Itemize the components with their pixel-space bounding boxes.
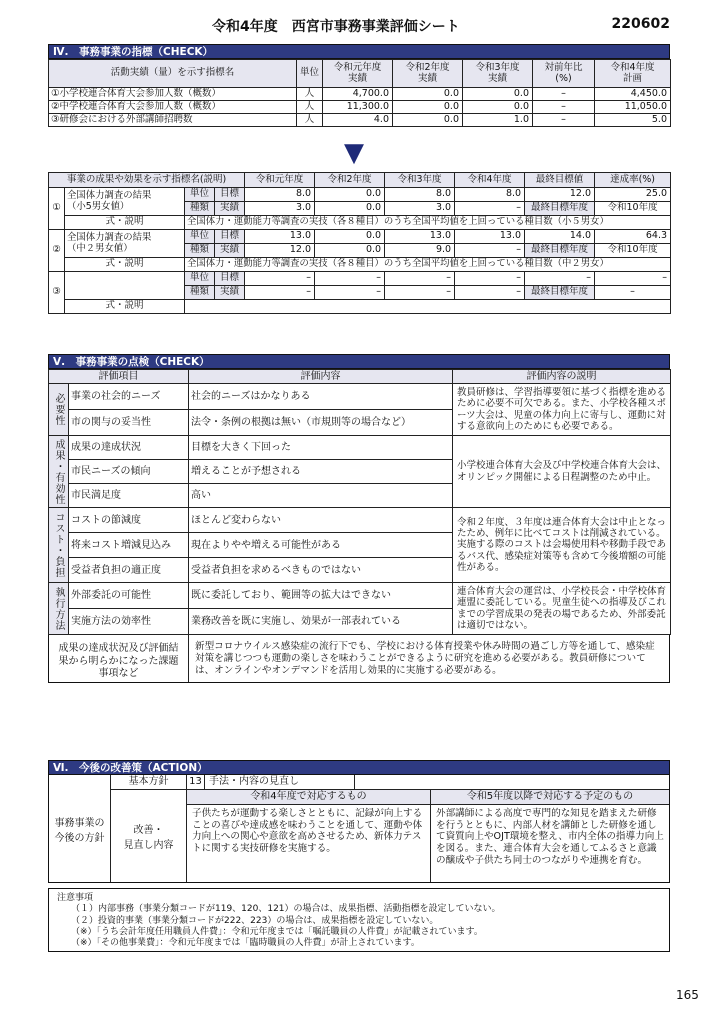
sheet-code: 220602 (611, 16, 670, 32)
row-number: ② (51, 100, 60, 112)
col-header: 評価項目 (49, 370, 189, 384)
actual-value: 9.0 (385, 244, 455, 258)
section-5-header: Ⅴ. 事務事業の点検（CHECK） (48, 354, 670, 369)
note-line: （※）「うち会計年度任用職員人件費」：令和元年度までは「嘱託職員の人件費」が記載されています。 (71, 926, 483, 937)
col-header: 令和2年度 実績 (393, 60, 463, 88)
check-item-label: 市民満足度 (69, 484, 189, 508)
row-name: 研修会における外部講師招聘数 (59, 113, 193, 125)
row-name: 中学校連合体育大会参加人数（概数） (59, 100, 222, 112)
outcome-formula-row (49, 300, 671, 314)
indicator-name (49, 101, 297, 114)
value: 1.0 (463, 114, 533, 127)
section-6-header: Ⅵ. 今後の改善策（ACTION） (48, 760, 670, 775)
target-value: 8.0 (245, 188, 315, 202)
note-line: （２）投資的事業（事業分類コードが222、223）の場合は、成果指標を設定していない。 (71, 915, 439, 926)
ratio: – (533, 114, 595, 127)
next-year-col (431, 790, 669, 882)
col-header: 令和3年度 実績 (463, 60, 533, 88)
target-value: 8.0 (385, 188, 455, 202)
down-arrow-icon: ▼ (344, 138, 364, 168)
check-item-value: 増えることが予想される (189, 460, 453, 484)
improvement-row (111, 790, 669, 882)
check-item-label: 成果の達成状況 (69, 436, 189, 460)
col-header: 令和元年度 実績 (323, 60, 393, 88)
formula-label: 式・説明 (65, 216, 185, 230)
table-header-row (49, 370, 671, 384)
target-value: – (245, 272, 315, 286)
kind-label: 種類 (185, 202, 215, 216)
section-4 (48, 44, 670, 127)
col-header: 令和2年度 (315, 173, 385, 188)
check-item-value: ほとんど変わらない (189, 508, 453, 533)
actual-value: 3.0 (245, 202, 315, 216)
col-header: 活動実績（量）を示す指標名 (49, 60, 297, 88)
check-item-value: 受益者負担を求めるべきものではない (189, 558, 453, 583)
formula-text (185, 300, 671, 314)
issue-text: 新型コロナウイルス感染症の流行下でも、学校における体育授業や休み時間の過ごし方等を通して、感染症対策を講じつつも運動の楽しさを味わうことができるように研究を進める必要がある。教員研修については、オンラインやオンデマンドを活用し効果的に実施する必要がある。 (195, 641, 655, 676)
col-header: 令和3年度 (385, 173, 455, 188)
check-item-value: 既に委託しており、範囲等の拡大はできない (189, 583, 453, 609)
outcome-formula-row (49, 258, 671, 272)
issue-label: 成果の達成状況及び評価結果から明らかになった課題事項など (49, 635, 189, 682)
action-box (48, 775, 670, 883)
table-row (49, 114, 671, 127)
plan: 11,050.0 (595, 101, 671, 114)
row-number: ③ (51, 113, 60, 125)
actual-label: 実績 (215, 202, 245, 216)
note-line: （※）「その他事業費」：令和元年度までは「臨時職員の人件費」が計上されています。 (71, 938, 420, 948)
plan: 5.0 (595, 114, 671, 127)
check-row (49, 583, 671, 609)
check-explanation: 連合体育大会の運営は、小学校長会・中学校体育連盟に委託している。児童生徒への指導及びこれまでの学習成果の発表の場であるため、外部委託は適切ではない。 (453, 583, 671, 635)
check-item-label: 外部委託の可能性 (69, 583, 189, 609)
next-year-header: 令和5年度以降で対応する予定のもの (431, 790, 669, 805)
outcome-target-row (49, 272, 671, 286)
actual-value: 3.0 (385, 202, 455, 216)
check-group-label: 成果・有効性 (49, 436, 69, 508)
policy-row (111, 775, 669, 790)
value: 4,700.0 (323, 88, 393, 101)
outcome-indicator-section (48, 172, 670, 314)
target-value: 13.0 (455, 230, 525, 244)
final-year: 令和10年度 (595, 244, 671, 258)
actual-value: 12.0 (245, 244, 315, 258)
current-year-header: 令和4年度で対応するもの (187, 790, 430, 805)
col-header: 対前年比 (%) (533, 60, 595, 88)
formula-label: 式・説明 (65, 300, 185, 314)
target-value: 0.0 (315, 188, 385, 202)
final-year-label: 最終目標年度 (525, 286, 595, 300)
check-item-label: 市民ニーズの傾向 (69, 460, 189, 484)
note-line: （１）内部事務（事業分類コードが119、120、121）の場合は、成果指標、活動指標を設定していない。 (71, 904, 501, 915)
final-year: 令和10年度 (595, 202, 671, 216)
value: 0.0 (393, 101, 463, 114)
target-value: 12.0 (525, 188, 595, 202)
check-explanation: 令和２年度、３年度は連合体育大会は中止となったため、例年に比べてコストは削減されている。実施する際のコストは会場使用料や移動手段であるバス代、感染症対策等も含めて今後増額の可能性がある。 (453, 508, 671, 583)
ratio: – (533, 101, 595, 114)
formula-text: 全国体力・運動能力等調査の実技（各８種目）のうち全国平均値を上回っている種目数（小５男女） (185, 216, 671, 230)
unit: 人 (297, 101, 323, 114)
section-4-header: Ⅳ. 事務事業の指標（CHECK） (48, 44, 670, 59)
check-group-label: コスト・負担 (49, 508, 69, 583)
actual-value: 0.0 (315, 202, 385, 216)
activity-indicator-table (48, 59, 671, 127)
check-item-value: 高い (189, 484, 453, 508)
improvement-label: 改善・ 見直し内容 (111, 790, 187, 882)
policy-text: 手法・内容の見直し (205, 775, 355, 789)
table-header-row (49, 173, 671, 188)
actual-value: – (315, 286, 385, 300)
current-year-text: 子供たちが運動する楽しさとともに、記録が向上することの喜びや達成感を味わうことを通して、運動や体力向上への関心や意欲を高めさせるため、新体力テストに関する実技研修を実施する。 (192, 808, 423, 855)
value: 0.0 (393, 114, 463, 127)
indicator-name: 全国体力調査の結果 （中２男女値） (65, 230, 185, 258)
check-item-value: 法令・条例の根拠は無い（市規則等の場合など） (189, 410, 453, 436)
col-header: 達成率(%) (595, 173, 671, 188)
check-item-value: 社会的ニーズはかなりある (189, 384, 453, 410)
policy-label: 基本方針 (111, 775, 187, 789)
target-value: – (455, 272, 525, 286)
unit: 人 (297, 88, 323, 101)
col-header: 令和4年度 計画 (595, 60, 671, 88)
check-table (48, 369, 671, 635)
check-explanation: 教員研修は、学習指導要領に基づく指標を進めるために必要不可欠である。また、小学校各種スポーツ大会は、児童の体力向上に寄与し、運動に対する意欲向上のためにも必要である。 (453, 384, 671, 436)
section-5 (48, 354, 670, 683)
actual-label: 実績 (215, 286, 245, 300)
indicator-name (49, 114, 297, 127)
actual-value: – (245, 286, 315, 300)
outcome-target-row (49, 188, 671, 202)
check-item-label: 事業の社会的ニーズ (69, 384, 189, 410)
indicator-name (49, 88, 297, 101)
target-value: 13.0 (245, 230, 315, 244)
page-header (48, 14, 670, 38)
final-year: – (595, 286, 671, 300)
unit: 人 (297, 114, 323, 127)
check-row (49, 508, 671, 533)
check-explanation: 小学校連合体育大会及び中学校連合体育大会は、オリンピック開催による日程調整のため中止。 (453, 436, 671, 508)
col-header: 最終目標値 (525, 173, 595, 188)
row-number: ① (51, 87, 60, 99)
table-row (49, 101, 671, 114)
row-number: ② (49, 230, 65, 272)
unit-label: 単位 (185, 230, 215, 244)
ratio: – (533, 88, 595, 101)
unit-label: 単位 (185, 272, 215, 286)
actual-value: – (455, 286, 525, 300)
table-row (49, 88, 671, 101)
table-header-row (49, 60, 671, 88)
check-item-value: 目標を大きく下回った (189, 436, 453, 460)
action-body (111, 775, 669, 882)
section-6 (48, 760, 670, 883)
check-item-label: コストの節減度 (69, 508, 189, 533)
next-year-text: 外部講師による高度で専門的な知見を踏まえた研修を行うとともに、内部人材を講師とした研修を通して資質向上やOJT環境を整え、市内全体の指導力向上を図る。また、連合体育大会を通してふるさと意識の醸成や子供たち同士のつながりや連携を育む。 (436, 808, 664, 866)
col-header: 単位 (297, 60, 323, 88)
notes-title: 注意事項 (57, 893, 94, 903)
unit-label: 単位 (185, 188, 215, 202)
notes-box (48, 888, 670, 952)
col-header: 令和4年度 (455, 173, 525, 188)
check-item-value: 業務改善を既に実施し、効果が一部表れている (189, 609, 453, 635)
check-item-label: 将来コスト増減見込み (69, 533, 189, 558)
outcome-indicator-table (48, 172, 671, 314)
outcome-formula-row (49, 216, 671, 230)
outcome-target-row (49, 230, 671, 244)
page-title: 令和4年度 西宮市事務事業評価シート (212, 19, 460, 35)
target-label: 目標 (215, 230, 245, 244)
check-row (49, 436, 671, 460)
value: 0.0 (463, 101, 533, 114)
indicator-name (65, 272, 185, 300)
indicator-name: 全国体力調査の結果 （小5男女値） (65, 188, 185, 216)
target-value: 8.0 (455, 188, 525, 202)
kind-label: 種類 (185, 286, 215, 300)
check-group-label: 必要性 (49, 384, 69, 436)
final-year-label: 最終目標年度 (525, 202, 595, 216)
formula-label: 式・説明 (65, 258, 185, 272)
row-number: ③ (49, 272, 65, 314)
actual-value: – (455, 202, 525, 216)
value: 0.0 (393, 88, 463, 101)
value: 11,300.0 (323, 101, 393, 114)
issue-box (48, 635, 670, 683)
check-item-label: 市の関与の妥当性 (69, 410, 189, 436)
col-header: 評価内容 (189, 370, 453, 384)
row-name: 小学校連合体育大会参加人数（概数） (59, 87, 222, 99)
target-value: – (385, 272, 455, 286)
col-header: 評価内容の説明 (453, 370, 671, 384)
value: 4.0 (323, 114, 393, 127)
check-row (49, 384, 671, 410)
target-value: – (315, 272, 385, 286)
actual-value: – (455, 244, 525, 258)
future-policy-label: 事務事業の 今後の方針 (49, 775, 111, 882)
check-item-value: 現在よりやや増える可能性がある (189, 533, 453, 558)
check-group-label: 執行方法 (49, 583, 69, 635)
col-header: 令和元年度 (245, 173, 315, 188)
achievement-rate: – (595, 272, 671, 286)
actual-label: 実績 (215, 244, 245, 258)
row-number: ① (49, 188, 65, 230)
check-item-label: 受益者負担の適正度 (69, 558, 189, 583)
target-value: 13.0 (385, 230, 455, 244)
policy-number: 13 (187, 775, 205, 789)
target-label: 目標 (215, 272, 245, 286)
formula-text: 全国体力・運動能力等調査の実技（各８種目）のうち全国平均値を上回っている種目数（中２男女） (185, 258, 671, 272)
col-header: 事業の成果や効果を示す指標名(説明) (49, 173, 245, 188)
target-value: 14.0 (525, 230, 595, 244)
page-number: 165 (676, 988, 699, 1002)
check-item-label: 実施方法の効率性 (69, 609, 189, 635)
value: 0.0 (463, 88, 533, 101)
target-value: – (525, 272, 595, 286)
achievement-rate: 64.3 (595, 230, 671, 244)
achievement-rate: 25.0 (595, 188, 671, 202)
plan: 4,450.0 (595, 88, 671, 101)
actual-value: 0.0 (315, 244, 385, 258)
actual-value: – (385, 286, 455, 300)
target-label: 目標 (215, 188, 245, 202)
kind-label: 種類 (185, 244, 215, 258)
current-year-col (187, 790, 431, 882)
target-value: 0.0 (315, 230, 385, 244)
final-year-label: 最終目標年度 (525, 244, 595, 258)
